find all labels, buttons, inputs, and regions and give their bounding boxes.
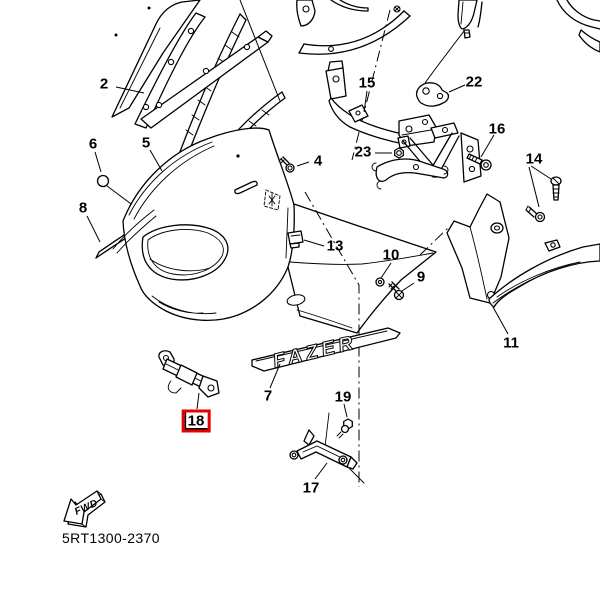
part-label-23[interactable]: 23: [354, 143, 372, 161]
part-label-19[interactable]: 19: [334, 388, 352, 406]
part-14-screws: [526, 177, 561, 222]
part-label-15[interactable]: 15: [358, 74, 376, 92]
part-label-18-highlighted[interactable]: 18: [182, 410, 211, 433]
part-inner-panel: [286, 204, 436, 333]
fwd-label: FWD: [73, 497, 100, 518]
part-label-9[interactable]: 9: [416, 268, 426, 286]
part-18-bracket: [159, 351, 219, 397]
part-label-16[interactable]: 16: [488, 120, 506, 138]
part-19-bolt: [337, 419, 352, 438]
leader-mirror-22: [425, 31, 464, 83]
part-label-11[interactable]: 11: [503, 334, 519, 352]
part-label-17[interactable]: 17: [302, 479, 320, 497]
part-label-10[interactable]: 10: [382, 246, 400, 264]
part-11-side-panel-upper: [447, 194, 509, 303]
part-main-cowl: [113, 128, 296, 320]
part-22-bracket: [417, 83, 449, 106]
mirror-stay: [458, 0, 482, 38]
diagram-code: 5RT1300-2370: [62, 530, 160, 546]
part-label-6[interactable]: 6: [88, 135, 98, 153]
part-label-14[interactable]: 14: [525, 150, 543, 168]
part-23-nut: [395, 148, 404, 158]
fazer-decal-text: FAZER: [270, 331, 360, 373]
part-7-fazer-decal: [252, 328, 400, 373]
part-15-stay: [326, 61, 407, 144]
part-label-22[interactable]: 22: [465, 73, 483, 91]
part-label-4[interactable]: 4: [313, 152, 323, 170]
upper-cowl-cutoff: [297, 0, 410, 54]
part-label-13[interactable]: 13: [326, 237, 344, 255]
part-10-washer: [376, 278, 384, 286]
part-label-5[interactable]: 5: [141, 134, 151, 152]
part-headlight-stay-bracket: [372, 115, 481, 189]
part-label-8[interactable]: 8: [78, 199, 88, 217]
part-label-2[interactable]: 2: [99, 75, 109, 93]
fwd-arrow: [64, 491, 105, 527]
part-label-7[interactable]: 7: [263, 387, 273, 405]
top-right-cowl-cutoff: [557, 0, 600, 52]
